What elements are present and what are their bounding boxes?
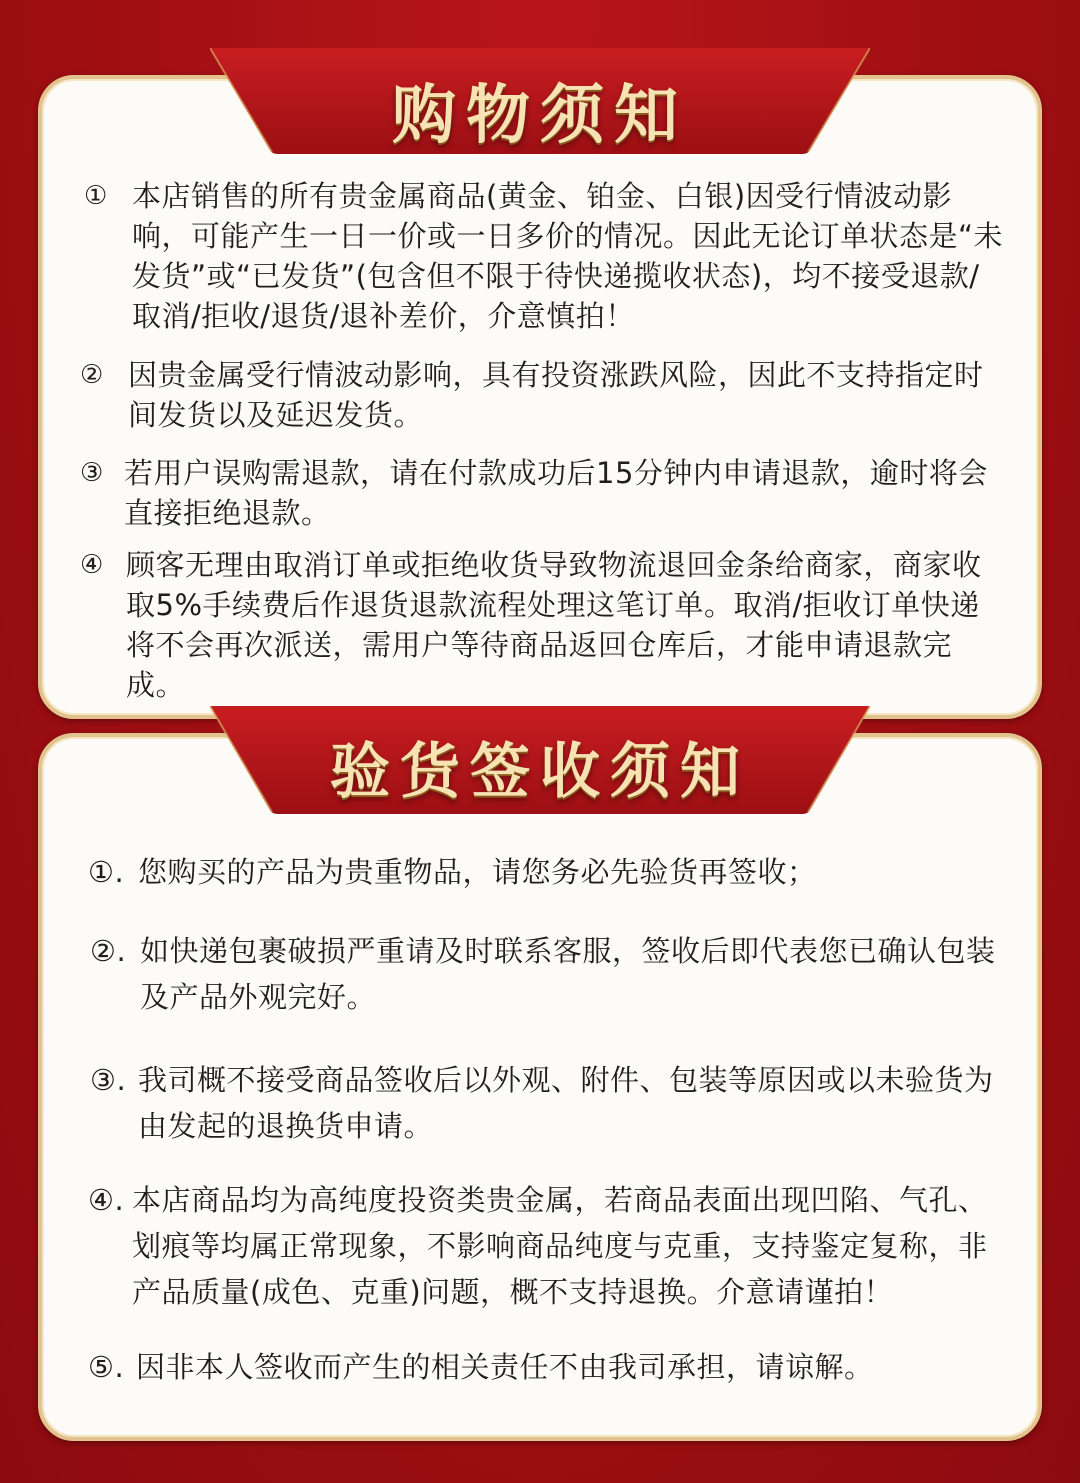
inspection-notice-item (88, 849, 1008, 895)
item-text: 如快递包裹破损严重请及时联系客服，签收后即代表您已确认包装及产品外观完好。 (140, 934, 996, 1014)
item-text: 因非本人签收而产生的相关责任不由我司承担，请谅解。 (136, 1350, 874, 1384)
item-number: ①. (88, 855, 125, 889)
inspection-notice-title: 验货签收须知 (330, 737, 750, 807)
item-number: ④. (88, 1183, 125, 1217)
inspection-notice-item (90, 928, 1010, 1020)
item-number: ② (80, 360, 104, 390)
item-number: ④ (80, 550, 104, 580)
item-text: 顾客无理由取消订单或拒绝收货导致物流退回金条给商家，商家收取5%手续费后作退货退款流程处理这笔订单。取消/拒收订单快递将不会再次派送，需用户等待商品返回仓库后，才能申请退款完成。 (126, 548, 982, 702)
item-number: ③ (80, 458, 104, 488)
inspection-notice-item (88, 1177, 1014, 1315)
item-number: ⑤. (88, 1350, 125, 1384)
item-number: ②. (90, 934, 127, 968)
inspection-notice-item (90, 1057, 1010, 1149)
shopping-notice-item (80, 545, 1000, 705)
inspection-notice-item (88, 1344, 1008, 1390)
shopping-notice-item (84, 176, 1004, 336)
inspection-notice-banner (210, 706, 870, 818)
item-text: 我司概不接受商品签收后以外观、附件、包装等原因或以未验货为由发起的退换货申请。 (138, 1063, 994, 1143)
item-number: ① (84, 181, 108, 211)
shopping-notice-item (80, 355, 1000, 435)
item-number: ③. (90, 1063, 127, 1097)
shopping-notice-banner (210, 48, 870, 158)
item-text: 因贵金属受行情波动影响，具有投资涨跌风险，因此不支持指定时间发货以及延迟发货。 (128, 358, 984, 432)
shopping-notice-item (80, 453, 1000, 533)
item-text: 本店商品均为高纯度投资类贵金属，若商品表面出现凹陷、气孔、划痕等均属正常现象，不影响商品纯度与克重，支持鉴定复称，非产品质量(成色、克重)问题，概不支持退换。介意请谨拍！ (132, 1183, 988, 1309)
shopping-notice-title: 购物须知 (392, 78, 688, 153)
item-text: 您购买的产品为贵重物品，请您务必先验货再签收； (138, 855, 817, 889)
item-text: 若用户误购需退款，请在付款成功后15分钟内申请退款，逾时将会直接拒绝退款。 (124, 456, 988, 530)
item-text: 本店销售的所有贵金属商品(黄金、铂金、白银)因受行情波动影响，可能产生一日一价或一日多价的情况。因此无论订单状态是“未发货”或“已发货”(包含但不限于待快递揽收状态)，均不接受退款/取消/拒收/退货/退补差价，介意慎拍！ (132, 179, 1004, 333)
